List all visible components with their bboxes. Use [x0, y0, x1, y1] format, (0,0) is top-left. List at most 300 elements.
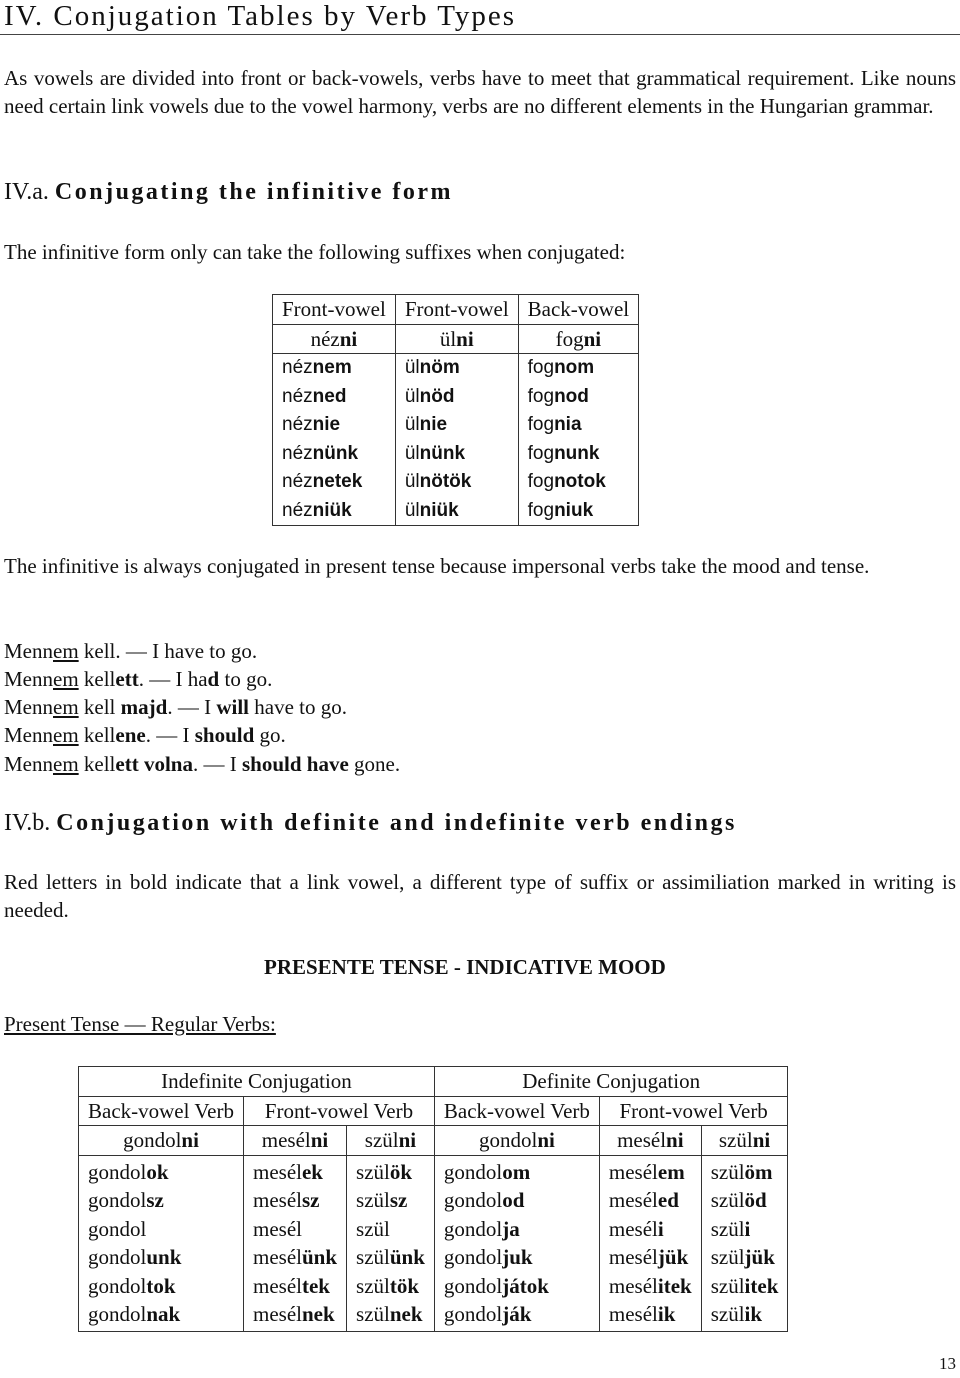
word-suffix: netek [312, 471, 363, 492]
conjugated-word [88, 1302, 180, 1326]
word-stem: gondol [88, 1188, 147, 1212]
word-suffix: nünk [312, 442, 359, 464]
word-stem: gondol [88, 1245, 147, 1269]
example-part: — I [150, 723, 195, 747]
word-stem: mesél [608, 1302, 658, 1326]
table1-cell [395, 440, 518, 469]
table2-line [444, 1300, 590, 1329]
conjugated-word [405, 443, 465, 464]
word-stem: fog [527, 385, 555, 407]
example-part: should have [241, 752, 349, 776]
word-suffix: nom [554, 357, 595, 378]
word-stem: gondol [88, 1302, 147, 1326]
word-suffix: sz [146, 1188, 164, 1212]
example-part: em [53, 752, 79, 776]
word-stem: gondol [443, 1302, 503, 1326]
table1-infinitive-cell [395, 324, 518, 354]
example-part: have to go. [249, 695, 347, 719]
example-part: . [192, 752, 199, 776]
word-stem: gondol [443, 1216, 503, 1241]
table2-infinitive-cell [347, 1126, 435, 1156]
word-suffix: niük [419, 499, 459, 521]
infinitive-word [556, 327, 602, 351]
word-suffix: ni [181, 1128, 199, 1152]
word-stem: gondol [443, 1159, 503, 1184]
word-stem: gondol [88, 1273, 147, 1298]
section-a-title: Conjugating the infinitive form [54, 179, 454, 205]
table2-line [88, 1186, 234, 1215]
word-suffix: tok [146, 1273, 176, 1298]
conjugated-word [711, 1302, 762, 1326]
word-stem: szül [710, 1159, 745, 1184]
word-suffix: unk [146, 1245, 182, 1269]
table2-line [609, 1272, 692, 1301]
example-part: kell [78, 752, 116, 776]
example-part: — I [198, 752, 242, 776]
example-part: em [53, 723, 79, 747]
word-suffix: ni [456, 326, 474, 351]
word-stem: ül [404, 442, 420, 464]
conjugated-word [405, 414, 447, 435]
table2-line [711, 1300, 779, 1329]
conjugated-word [356, 1160, 412, 1184]
table2-line [88, 1243, 234, 1272]
conjugated-word [405, 386, 455, 407]
word-suffix: nie [312, 414, 341, 435]
table2-line [356, 1215, 425, 1244]
section-b-number: IV.b. [4, 810, 51, 836]
table1-cell [273, 468, 396, 497]
conjugated-word [253, 1188, 319, 1212]
section-a-heading [4, 177, 453, 207]
table2-column-cell [599, 1155, 701, 1331]
table2-line [444, 1215, 590, 1244]
conjugated-word [253, 1274, 330, 1298]
example-part: Menn [4, 752, 53, 776]
section-a-text: The infinitive form only can take the following suffixes when conjugated: [4, 240, 626, 264]
word-suffix: ni [666, 1128, 684, 1152]
word-suffix: ok [146, 1159, 169, 1184]
example-part: . [167, 695, 173, 719]
table1-cell [273, 497, 396, 526]
table2-column-header: Front-vowel Verb [244, 1096, 435, 1126]
word-suffix: ik [657, 1302, 676, 1326]
conjugated-word [609, 1217, 664, 1241]
conjugated-word [405, 357, 460, 378]
word-stem: mesél [608, 1245, 658, 1269]
table1-cell [518, 411, 638, 440]
conjugated-word [282, 500, 352, 521]
conjugated-word [282, 471, 362, 492]
table1-header: Back-vowel [518, 295, 638, 325]
table1-cell [273, 383, 396, 412]
table2-line [253, 1272, 337, 1301]
table2-line [609, 1186, 692, 1215]
word-stem: gondol [443, 1273, 503, 1298]
table1-infinitive-cell [273, 324, 396, 354]
table2-line [609, 1215, 692, 1244]
conjugated-word [282, 414, 340, 435]
word-suffix: niuk [554, 499, 594, 521]
example-part: em [53, 695, 79, 719]
table2-line [711, 1186, 779, 1215]
table2-line [88, 1300, 234, 1329]
conjugated-word [282, 386, 346, 407]
example-part: will [216, 695, 249, 719]
table2-line [609, 1300, 692, 1329]
table2-line [356, 1300, 425, 1329]
example-part: Menn [4, 695, 53, 719]
word-stem: szül [356, 1245, 390, 1269]
word-suffix: juk [502, 1245, 533, 1269]
infinitive-word [311, 327, 358, 351]
word-suffix: ek [301, 1159, 323, 1184]
infinitive-word [365, 1128, 416, 1152]
word-stem: szül [710, 1302, 745, 1326]
word-suffix: ünk [301, 1245, 338, 1269]
word-stem: gondol [443, 1245, 503, 1269]
infinitive-word [479, 1128, 555, 1152]
table1-cell [273, 411, 396, 440]
conjugated-word [405, 471, 472, 492]
word-suffix: ni [398, 1128, 417, 1152]
conjugated-word [253, 1302, 335, 1326]
table1-cell [518, 354, 638, 383]
example-part: kell [78, 723, 116, 747]
conjugated-word [711, 1274, 779, 1298]
conjugated-word [88, 1217, 146, 1241]
word-suffix: itek [657, 1273, 692, 1298]
table2-column-header: Back-vowel Verb [79, 1096, 244, 1126]
table2-line [711, 1272, 779, 1301]
word-suffix: játok [502, 1273, 549, 1298]
conjugated-word [609, 1188, 679, 1212]
table2-line [711, 1243, 779, 1272]
word-stem: mesél [261, 1128, 311, 1152]
word-suffix: ünk [389, 1245, 425, 1269]
word-suffix: ni [537, 1128, 555, 1152]
word-suffix: nod [554, 385, 589, 407]
word-stem: néz [282, 471, 313, 492]
example-part: . [138, 667, 144, 691]
word-stem: fog [527, 357, 555, 378]
infinitive-word [440, 327, 474, 351]
regular-verbs-subheading: Present Tense — Regular Verbs: [4, 1012, 276, 1036]
conjugated-word [711, 1245, 775, 1269]
example-part: — I [172, 695, 217, 719]
word-suffix: nunk [554, 442, 600, 464]
example-sentence [4, 750, 400, 778]
table1-header: Front-vowel [395, 295, 518, 325]
infinitive-word [719, 1128, 770, 1152]
example-sentence [4, 693, 347, 721]
conjugated-word [528, 443, 600, 464]
word-stem: szül [364, 1128, 399, 1152]
word-stem: szül [710, 1188, 745, 1212]
table1-cell [518, 468, 638, 497]
word-stem: mesél [608, 1188, 658, 1212]
table2-line [253, 1215, 337, 1244]
word-stem: mesél [253, 1273, 302, 1298]
word-suffix: nie [419, 414, 448, 435]
tense-mood-heading: PRESENTE TENSE - INDICATIVE MOOD [264, 955, 666, 979]
word-stem: szül [356, 1188, 390, 1212]
example-part: ett [115, 667, 139, 691]
table1-header: Front-vowel [273, 295, 396, 325]
table2-line [444, 1158, 590, 1187]
word-stem: gondol [88, 1159, 147, 1184]
example-part: gone. [348, 752, 401, 776]
table1-cell [273, 440, 396, 469]
example-sentence [4, 637, 257, 665]
conjugated-word [356, 1274, 419, 1298]
word-suffix: om [502, 1159, 531, 1184]
example-sentence [4, 665, 272, 693]
table2-column-cell [347, 1155, 435, 1331]
word-suffix: ök [389, 1159, 413, 1184]
word-stem: ül [404, 414, 420, 435]
table2-infinitive-cell [79, 1126, 244, 1156]
word-stem: szül [356, 1159, 390, 1184]
word-suffix: ja [502, 1216, 520, 1241]
table2-line [609, 1158, 692, 1187]
conjugated-word [356, 1245, 425, 1269]
word-suffix: niük [312, 499, 352, 521]
word-stem: mesél [617, 1128, 667, 1152]
table2-line [356, 1243, 425, 1272]
word-suffix: ni [339, 326, 358, 351]
table1-cell [273, 354, 396, 383]
word-stem: szül [710, 1216, 745, 1241]
conjugated-word [528, 471, 606, 492]
example-part: d [207, 667, 220, 691]
table1-cell [518, 497, 638, 526]
word-suffix: od [502, 1188, 525, 1212]
conjugated-word [528, 386, 589, 407]
example-part: — I have to go. [120, 639, 258, 663]
example-part: ene [115, 723, 146, 747]
table1-cell [395, 468, 518, 497]
example-part: Menn [4, 639, 53, 663]
word-stem: ül [404, 471, 420, 492]
conjugated-word [88, 1160, 169, 1184]
table2-group-header: Definite Conjugation [434, 1067, 787, 1097]
word-stem: mesél [608, 1159, 658, 1184]
table1-cell [518, 383, 638, 412]
table2-column-header: Front-vowel Verb [599, 1096, 787, 1126]
word-suffix: nöm [419, 357, 460, 378]
infinitive-word [123, 1128, 199, 1152]
table2-line [356, 1272, 425, 1301]
example-sentence [4, 721, 286, 749]
conjugated-word [253, 1245, 337, 1269]
conjugated-word [356, 1217, 390, 1241]
table2-column-cell [79, 1155, 244, 1331]
table2-line [711, 1158, 779, 1187]
word-stem: szül [718, 1128, 753, 1152]
conjugation-table [78, 1066, 788, 1332]
conjugated-word [282, 357, 352, 378]
word-stem: mesél [253, 1245, 302, 1269]
word-stem: néz [282, 357, 313, 378]
word-stem: néz [282, 499, 313, 521]
word-stem: szül [356, 1273, 390, 1298]
word-stem: fog [527, 442, 555, 464]
conjugated-word [356, 1302, 423, 1326]
page-number: 13 [939, 1354, 956, 1373]
conjugated-word [711, 1160, 773, 1184]
word-stem: fog [555, 326, 584, 351]
example-part: em [53, 639, 79, 663]
word-stem: gondol [443, 1188, 503, 1212]
conjugated-word [444, 1274, 549, 1298]
word-suffix: tek [301, 1273, 330, 1298]
word-suffix: itek [744, 1273, 779, 1298]
table2-line [88, 1158, 234, 1187]
word-suffix: i [657, 1216, 664, 1241]
word-stem: ül [404, 499, 420, 521]
example-part: kell [78, 667, 116, 691]
word-suffix: ned [312, 385, 347, 407]
word-suffix: em [657, 1159, 685, 1184]
word-stem: néz [310, 326, 340, 351]
conjugated-word [88, 1274, 176, 1298]
word-suffix: ják [502, 1302, 532, 1326]
example-part: Menn [4, 667, 53, 691]
table2-infinitive-cell [701, 1126, 788, 1156]
example-part: — I ha [143, 667, 208, 691]
conjugated-word [282, 443, 358, 464]
table2-line [356, 1186, 425, 1215]
infinitive-word [617, 1128, 684, 1152]
word-stem: gondol [478, 1128, 538, 1152]
table1-cell [395, 411, 518, 440]
word-stem: mesél [253, 1216, 302, 1241]
table2-line [88, 1272, 234, 1301]
table2-infinitive-cell [244, 1126, 347, 1156]
word-suffix: ed [657, 1188, 679, 1212]
conjugated-word [88, 1188, 164, 1212]
word-suffix: ni [752, 1128, 771, 1152]
word-stem: szül [710, 1273, 745, 1298]
word-suffix: jük [657, 1245, 689, 1269]
infinitive-word [262, 1128, 329, 1152]
conjugated-word [444, 1302, 532, 1326]
word-stem: mesél [253, 1159, 302, 1184]
table2-line [444, 1243, 590, 1272]
word-suffix: nem [312, 357, 352, 378]
infinitive-table [272, 294, 639, 526]
word-suffix: nötök [419, 471, 472, 492]
conjugated-word [711, 1217, 751, 1241]
word-stem: szül [356, 1302, 390, 1326]
example-part: go. [254, 723, 286, 747]
example-part: kell. [78, 639, 121, 663]
table2-column-cell [701, 1155, 788, 1331]
word-stem: fog [527, 471, 555, 492]
table1-infinitive-cell [518, 324, 638, 354]
conjugated-word [528, 357, 595, 378]
word-suffix: jük [744, 1245, 775, 1269]
table1-cell [395, 383, 518, 412]
conjugated-word [444, 1160, 530, 1184]
example-part: to go. [219, 667, 273, 691]
title-rule [0, 34, 960, 35]
table2-line [356, 1158, 425, 1187]
table2-column-cell [434, 1155, 599, 1331]
section-b-heading [4, 808, 737, 838]
word-stem: mesél [608, 1273, 658, 1298]
table2-line [253, 1186, 337, 1215]
example-part: majd [120, 695, 168, 719]
conjugated-word [528, 414, 582, 435]
table1-cell [395, 354, 518, 383]
intro-paragraph: As vowels are divided into front or back-vowels, verbs have to meet that grammatical requirement. Like nouns need certain link vowels due to the vowel harmony, verbs are no different elements in the Hungarian grammar. [4, 66, 956, 118]
word-stem: ül [439, 326, 457, 351]
conjugated-word [356, 1188, 407, 1212]
table2-column-cell [244, 1155, 347, 1331]
conjugated-word [528, 500, 593, 521]
conjugated-word [609, 1302, 676, 1326]
conjugated-word [711, 1188, 767, 1212]
conjugated-word [609, 1160, 685, 1184]
word-suffix: tök [389, 1273, 420, 1298]
example-part: em [53, 667, 79, 691]
table1-cell [395, 497, 518, 526]
word-stem: ül [404, 385, 420, 407]
word-suffix: öm [744, 1159, 773, 1184]
table2-line [253, 1243, 337, 1272]
section-a-number: IV.a. [4, 179, 49, 205]
word-suffix: nünk [419, 442, 466, 464]
section-b-title: Conjugation with definite and indefinite verb endings [56, 810, 737, 836]
table2-line [444, 1272, 590, 1301]
section-b-text: Red letters in bold indicate that a link vowel, a different type of suffix or assimiliation marked in writing is needed. [4, 870, 956, 922]
word-stem: néz [282, 385, 313, 407]
example-part: kell [78, 695, 121, 719]
word-stem: szül [356, 1216, 390, 1241]
word-stem: fog [527, 499, 555, 521]
conjugated-word [444, 1188, 525, 1212]
example-part: should [194, 723, 255, 747]
word-suffix: ni [310, 1128, 329, 1152]
table2-infinitive-cell [599, 1126, 701, 1156]
word-stem: szül [710, 1245, 745, 1269]
example-part: Menn [4, 723, 53, 747]
word-suffix: nöd [419, 385, 455, 407]
table2-group-header: Indefinite Conjugation [79, 1067, 435, 1097]
word-suffix: nek [301, 1302, 335, 1326]
conjugated-word [444, 1245, 533, 1269]
word-suffix: sz [301, 1188, 320, 1212]
conjugated-word [609, 1274, 692, 1298]
conjugated-word [444, 1217, 520, 1241]
word-suffix: notok [554, 471, 606, 492]
table2-line [609, 1243, 692, 1272]
word-stem: gondol [123, 1128, 182, 1152]
word-stem: gondol [88, 1216, 147, 1241]
example-part: ett volna [115, 752, 193, 776]
table2-line [444, 1186, 590, 1215]
word-suffix: i [744, 1216, 751, 1241]
word-suffix: öd [744, 1188, 767, 1212]
conjugated-word [405, 500, 459, 521]
table1-cell [518, 440, 638, 469]
conjugated-word [253, 1217, 302, 1241]
word-stem: mesél [253, 1302, 302, 1326]
conjugated-word [88, 1245, 181, 1269]
conjugated-word [609, 1245, 688, 1269]
